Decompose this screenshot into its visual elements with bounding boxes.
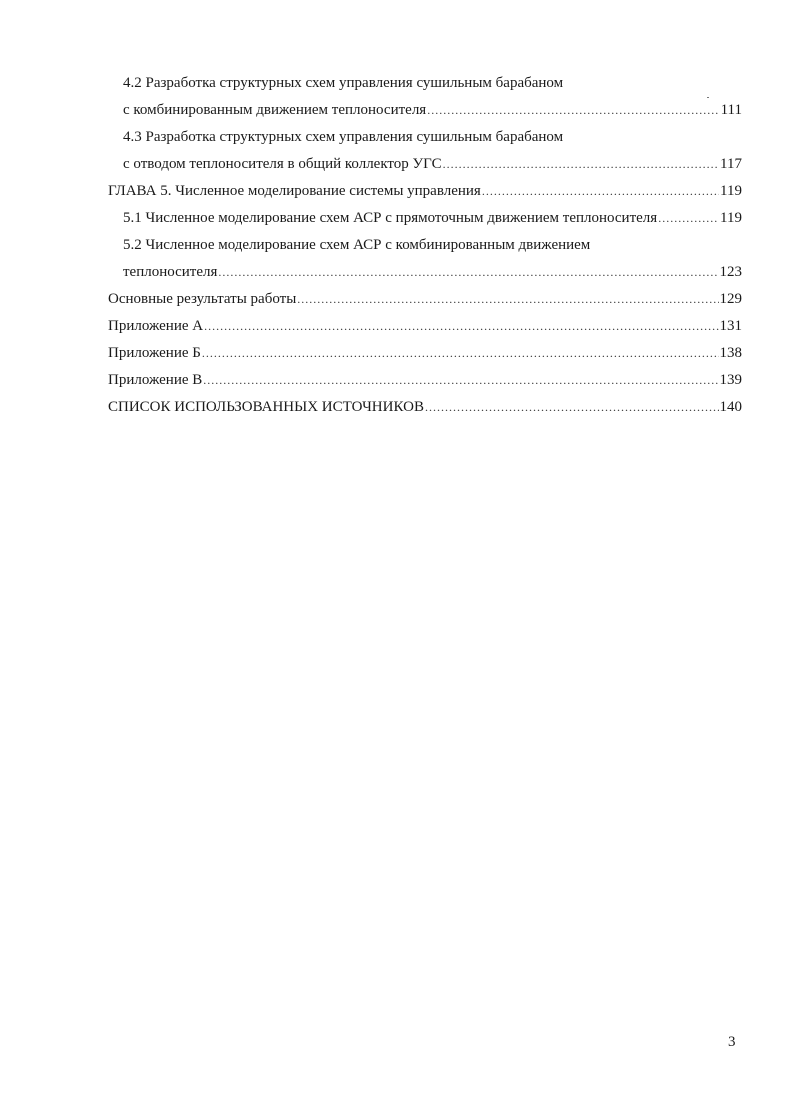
toc-entry-4-2-continuation <box>123 99 742 121</box>
toc-entry-4-2-title <box>123 72 742 94</box>
toc-entry-text: с отводом теплоносителя в общий коллектор УГС <box>123 156 442 172</box>
toc-entry-appendix-v <box>108 369 742 391</box>
toc-page-number: 131 <box>719 318 742 334</box>
toc-page-number: 123 <box>719 264 742 280</box>
toc-entry-5-1 <box>123 207 742 229</box>
toc-page-number: 111 <box>720 102 742 118</box>
toc-entry-text: ГЛАВА 5. Численное моделирование системы управления <box>108 183 481 199</box>
toc-entry-5-2-title <box>123 234 742 256</box>
toc-entry-text: Приложение Б <box>108 345 201 361</box>
scan-speck <box>707 97 709 98</box>
toc-page-number: 129 <box>719 291 742 307</box>
toc-entry-appendix-b <box>108 342 742 364</box>
toc-entry-text: 4.2 Разработка структурных схем управления сушильным барабаном <box>123 75 564 91</box>
toc-dot-leader <box>427 99 719 121</box>
toc-dot-leader <box>482 180 719 202</box>
toc-dot-leader <box>658 207 719 229</box>
toc-page-number: 140 <box>719 399 742 415</box>
toc-dot-leader <box>218 261 718 283</box>
toc-dot-leader <box>297 288 718 310</box>
toc-page-number: 119 <box>720 210 742 226</box>
toc-dot-leader <box>443 153 719 175</box>
toc-page-number: 119 <box>720 183 742 199</box>
toc-entry-text: теплоносителя <box>123 264 218 280</box>
toc-entry-main-results <box>108 288 742 310</box>
toc-entry-4-3-continuation <box>123 153 742 175</box>
toc-dot-leader <box>202 342 719 364</box>
toc-entry-text: СПИСОК ИСПОЛЬЗОВАННЫХ ИСТОЧНИКОВ <box>108 399 424 415</box>
toc-page-number: 138 <box>719 345 742 361</box>
toc-page-number: 117 <box>720 156 742 172</box>
toc-entry-4-3-title <box>123 126 742 148</box>
toc-page-number: 139 <box>719 372 742 388</box>
toc-entry-appendix-a <box>108 315 742 337</box>
toc-dot-leader <box>204 315 718 337</box>
toc-entry-text: Приложение В <box>108 372 203 388</box>
toc-entry-text: 5.1 Численное моделирование схем АСР с прямоточным движением теплоносителя <box>123 210 658 226</box>
toc-dot-leader <box>203 369 718 391</box>
toc-entry-text: Приложение А <box>108 318 204 334</box>
toc-entry-5-2-continuation <box>123 261 742 283</box>
toc-entry-text: 4.3 Разработка структурных схем управления сушильным барабаном <box>123 129 564 145</box>
toc-entry-text: с комбинированным движением теплоносителя <box>123 102 427 118</box>
toc-entry-text: 5.2 Численное моделирование схем АСР с комбинированным движением <box>123 237 591 253</box>
toc-entry-references <box>108 396 742 418</box>
toc-dot-leader <box>425 396 719 418</box>
toc-entry-chapter-5 <box>108 180 742 202</box>
page-number: 3 <box>728 1034 736 1050</box>
toc-entry-text: Основные результаты работы <box>108 291 297 307</box>
